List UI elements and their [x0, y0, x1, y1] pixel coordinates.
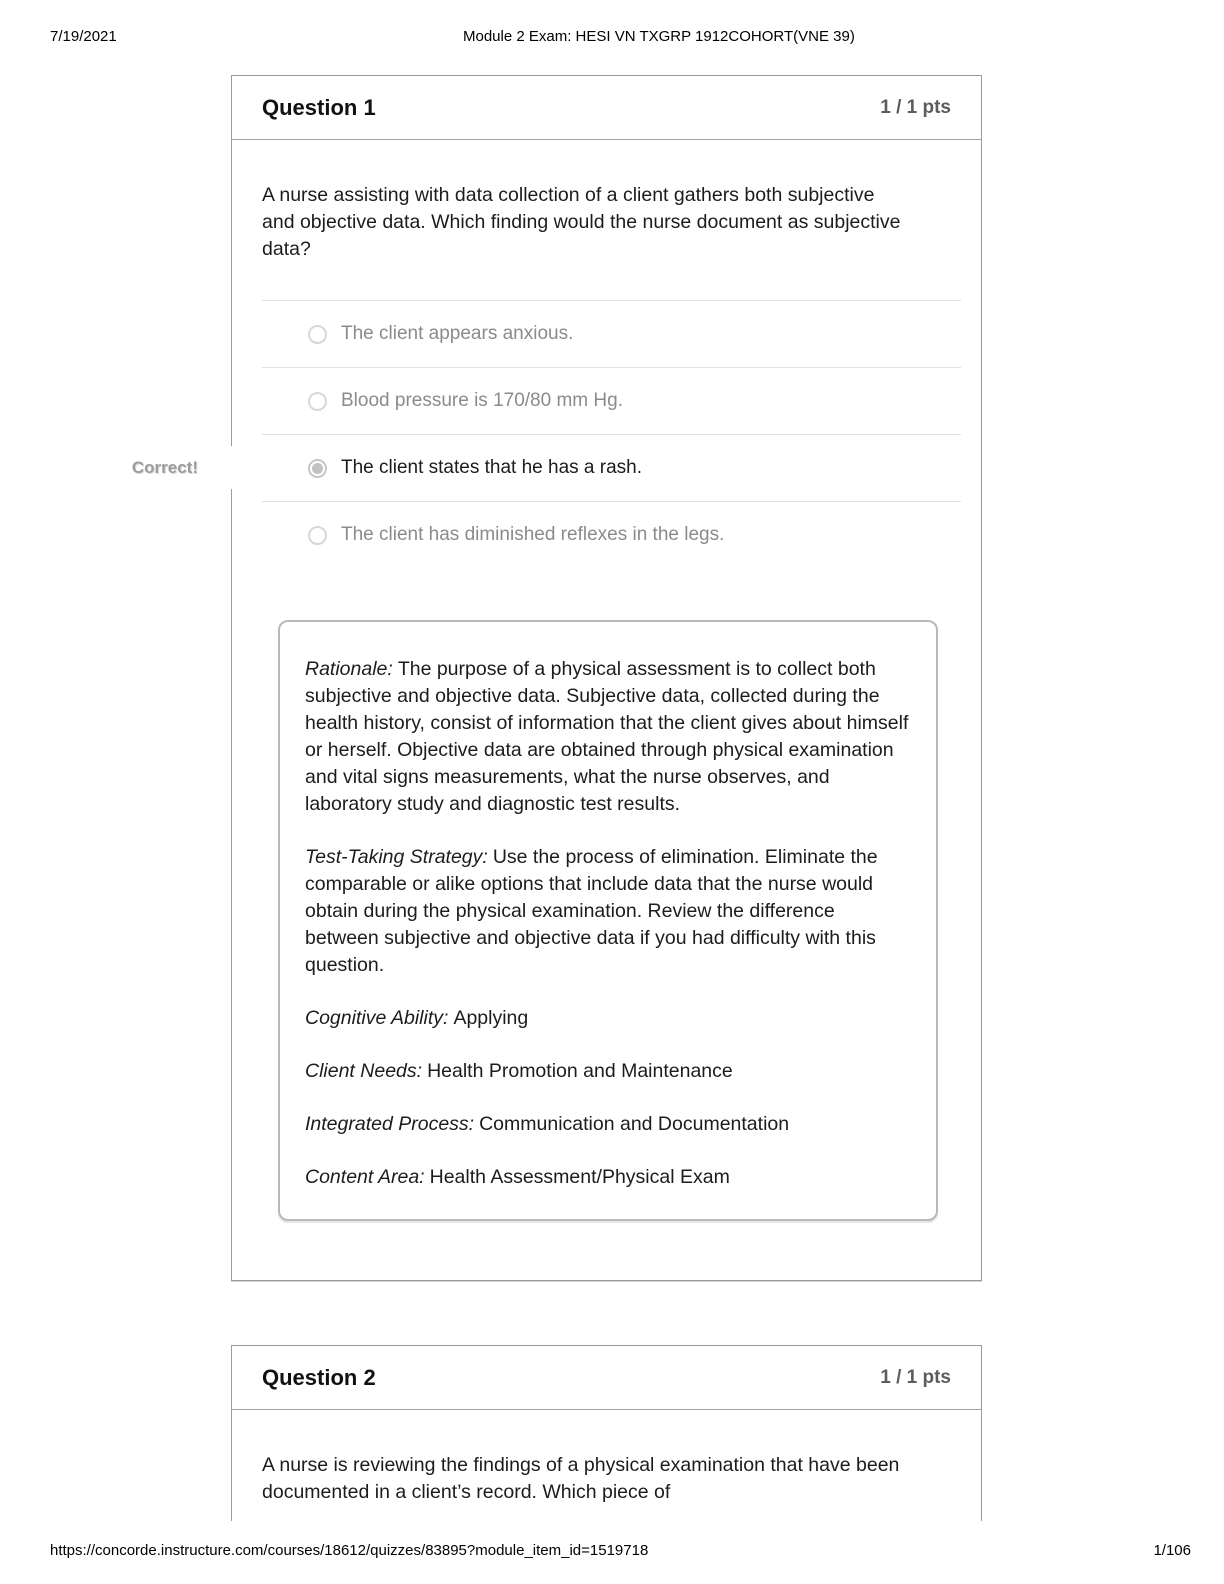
- answer-option-1-label: The client appears anxious.: [341, 323, 574, 344]
- test-taking-strategy-paragraph: [305, 844, 912, 979]
- radio-unselected-icon[interactable]: [308, 526, 327, 545]
- answer-option-4[interactable]: [262, 501, 961, 568]
- answer-option-3-label: The client states that he has a rash.: [341, 457, 643, 478]
- rationale-label: Rationale:: [305, 658, 393, 680]
- print-footer: [0, 1542, 1224, 1562]
- client-needs-text: Health Promotion and Maintenance: [427, 1060, 733, 1082]
- question-1-header: [232, 76, 981, 140]
- cognitive-ability-label: Cognitive Ability:: [305, 1007, 449, 1029]
- correct-badge: Correct!: [131, 458, 198, 477]
- client-needs-label: Client Needs:: [305, 1060, 423, 1082]
- radio-unselected-icon[interactable]: [308, 325, 327, 344]
- question-1-text: A nurse assisting with data collection of a client gathers both subjective and objective data. Which finding would the nurse document as subjective data?: [262, 184, 901, 260]
- question-1-title: Question 1: [262, 94, 376, 120]
- radio-selected-icon[interactable]: [308, 459, 327, 478]
- content-area-text: Health Assessment/Physical Exam: [429, 1166, 730, 1188]
- integrated-process-text: Communication and Documentation: [479, 1113, 790, 1135]
- footer-url: https://concorde.instructure.com/courses/18612/quizzes/83895?module_item_id=1519718: [50, 1542, 649, 1559]
- client-needs-paragraph: [305, 1058, 912, 1085]
- print-title: Module 2 Exam: HESI VN TXGRP 1912COHORT(VNE 39): [463, 28, 855, 45]
- question-2-card: [231, 1345, 982, 1521]
- answer-option-2-label: Blood pressure is 170/80 mm Hg.: [341, 390, 623, 411]
- question-2-points: 1 / 1 pts: [880, 1366, 951, 1388]
- answer-option-1[interactable]: [262, 300, 961, 367]
- test-taking-strategy-text: Use the process of elimination. Eliminate the comparable or alike options that include data that the nurse would obtain during the physical examination. Review the difference between subjective and objective data if you had difficulty with this question.: [305, 846, 878, 976]
- radio-unselected-icon[interactable]: [308, 392, 327, 411]
- cognitive-ability-text: Applying: [453, 1007, 529, 1029]
- question-1-points: 1 / 1 pts: [880, 96, 951, 118]
- footer-page-number: 1/106: [1153, 1542, 1191, 1559]
- answer-option-4-label: The client has diminished reflexes in the legs.: [341, 524, 725, 545]
- question-2-header: [232, 1346, 981, 1410]
- question-2-title: Question 2: [262, 1364, 376, 1390]
- integrated-process-label: Integrated Process:: [305, 1113, 475, 1135]
- integrated-process-paragraph: [305, 1111, 912, 1138]
- answer-option-3-correct[interactable]: [131, 434, 961, 501]
- rationale-box: [278, 620, 938, 1221]
- answer-option-2[interactable]: [262, 367, 961, 434]
- rationale-text: The purpose of a physical assessment is to collect both subjective and objective data. Subjective data, collected during the health history, consist of information that the client gives about himself or herself. Objective data are obtained through physical examination and vital signs measurements, what the nurse observes, and laboratory study and diagnostic test results.: [305, 658, 909, 815]
- cognitive-ability-paragraph: [305, 1005, 912, 1032]
- content-area-paragraph: [305, 1164, 912, 1191]
- print-date: 7/19/2021: [50, 28, 117, 45]
- question-1-card: [131, 75, 982, 1281]
- print-header: [0, 28, 1224, 48]
- rationale-paragraph: [305, 656, 912, 818]
- question-1-options: [131, 300, 981, 568]
- question-2-text: A nurse is reviewing the findings of a physical examination that have been documented in a client’s record. Which piece of: [262, 1454, 900, 1503]
- test-taking-strategy-label: Test-Taking Strategy:: [305, 846, 488, 868]
- content-area-label: Content Area:: [305, 1166, 425, 1188]
